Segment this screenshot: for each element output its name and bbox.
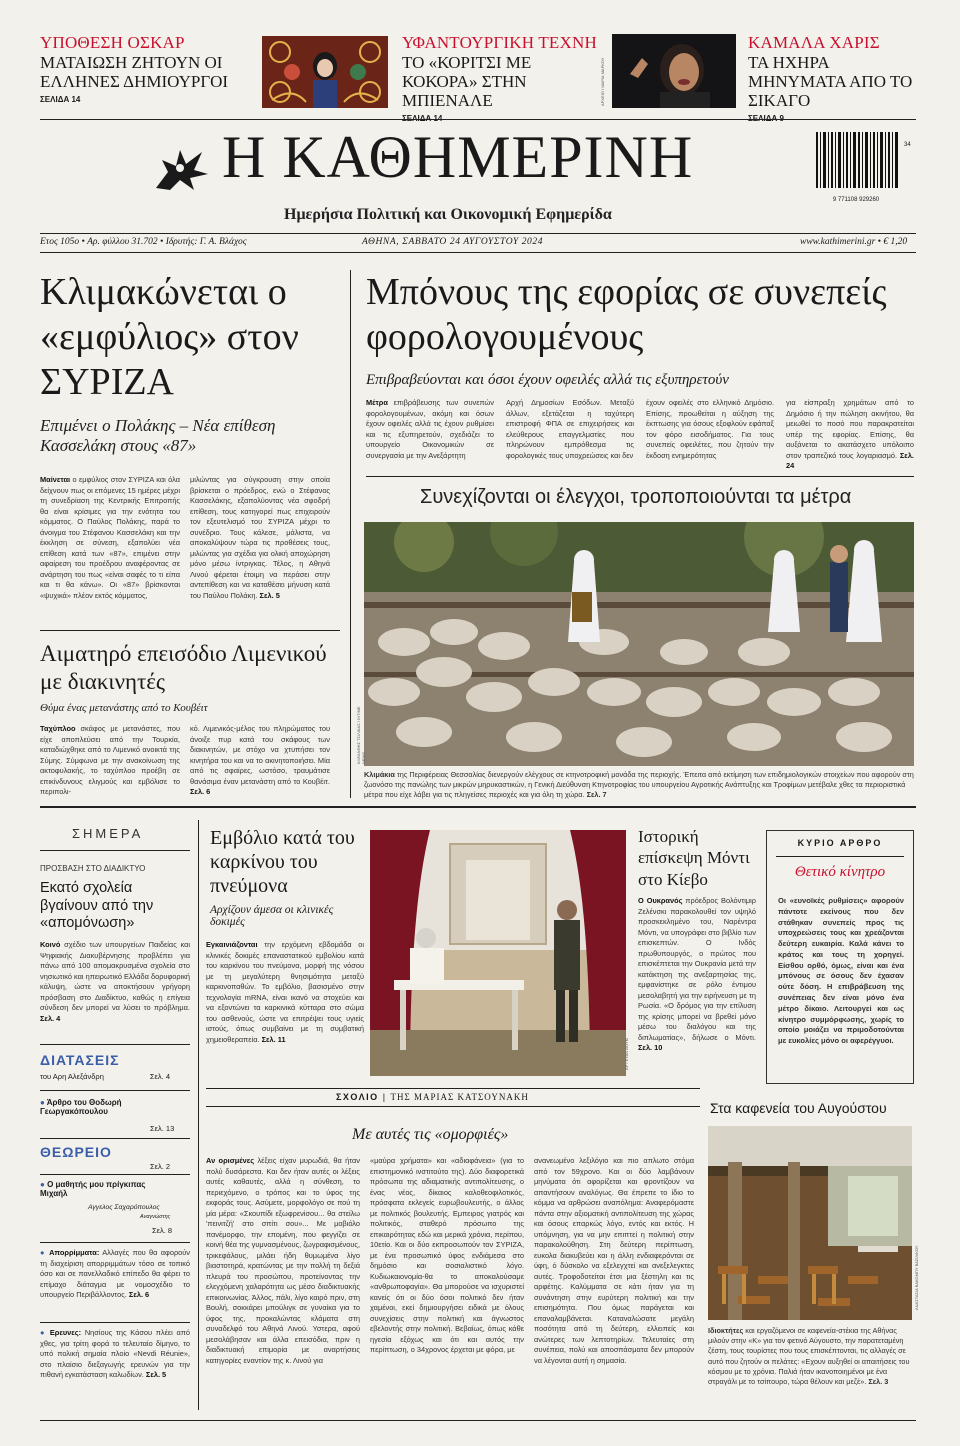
modi-headline[interactable]: Ιστορική επίσκεψη Μόντι στο Κίεβο [638, 827, 750, 889]
top-rule [40, 119, 916, 120]
today-rule-6 [40, 1242, 190, 1243]
masthead-date: ΑΘΗΝΑ, ΣΑΒΒΑΤΟ 24 ΑΥΓΟΥΣΤΟΥ 2024 [362, 237, 544, 247]
bonus-body-2: Αρχή Δημοσίων Εσόδων. Μεταξύ άλλων, εξετάζεται η ταχύτερη επιστροφή ΦΠΑ σε επιχειρήσεις και ελεύθερους επαγγελματίες που πληρώνουν εμπρόθεσμα τις φορολογικές τους υποχρεώσεις και δεν [506, 398, 634, 460]
comment-col-1 [206, 1156, 360, 1366]
bottom-rule [40, 1420, 916, 1421]
barcode-number: 9 771108 929260 [832, 197, 880, 203]
syriza-lead: Μαίνεται [40, 475, 71, 484]
erev-item [40, 1328, 190, 1381]
diatasis-row [40, 1072, 170, 1081]
bonus-lead: Μέτρα [366, 398, 388, 407]
masthead-logo-icon [150, 138, 212, 194]
masthead-subtitle: Ημερήσια Πολιτική και Οικονομική Εφημερίδα [284, 206, 612, 223]
bonus-col-4 [786, 398, 914, 472]
bonus-deck: Επιβραβεύονται και όσοι έχουν οφειλές αλλά τις εξυπηρετούν [366, 372, 729, 388]
today-label: ΣΗΜΕΡΑ [72, 826, 144, 841]
mathitis-page[interactable]: Σελ. 8 [152, 1226, 173, 1235]
syriza-body-2: μιλώντας για σύγκρουση στην οποία βρίσκεται ο πρόεδρος, ενώ ο Στέφανος Κασσελάκης, εξαπολύοντας νέα σφοδρή επίθεση, τους κατηγορεί πως επιχειρούν τον εξευτελισμό του ΣΥΡΙΖΑ μέχρι το συνέδριο. Τους κάλεσε, μάλιστα, να αποκαλύψουν τώρα τις προθέσεις τους, μιλώντας για σχέδια για ολική αποχώρηση μόνο μέσω ίντριγκας. Τέλος, η Αθηνά Λινού φέρεται έτοιμη να περάσει στην αντεπίθεση και να καταθέσει μήνυση κατά του Παύλου Πολάκη. [190, 475, 330, 600]
masthead-title[interactable]: Η ΚΑΘΗΜΕΡΙΝΗ [222, 124, 694, 190]
cafes-headline[interactable]: Στα καφενεία του Αυγούστου [710, 1100, 887, 1116]
syriza-headline[interactable]: Κλιμακώνεται ο «εμφύλιος» στον ΣΥΡΙΖΑ [40, 271, 299, 403]
bullet-icon: ● [40, 1098, 45, 1107]
modi-body-text: πρόεδρος Βολόντιμιρ Ζελένσκι παρακολουθεί τον υψηλό προσκεκλημένο του, Ναρέντρα Μόντι, να υπογράφει στο βιβλίο των επισκεπτών. Ο Ινδός πρωθυπουργός, ο πρώτος που επισκέπτεται την Ουκρανία μετά την κατάκτηση της ανεξαρτησίας της, εμφανίστηκε σε ρόλο έντιμου μεσολαβητή για την ειρήνευση με τη Ρωσία. «Ο δρόμος για την επίλυση της κρίσης μπορεί να βρεθεί μόνο μέσω του διαλόγου και της διπλωματίας», δήλωσε ο Μόντι. [638, 896, 756, 1042]
separator: | [382, 1092, 387, 1102]
comment-body-2: «μαύρα χρήματα» και «αδιαφάνεια» (για το επιστημονικό ινστιτούτο της). Δύο διαφορετικά πρόσωπα της αδιαματικής αντιπολίτευσης, ο ένας νέος, δίκαιος καλοθεοφιλοτικός, πρόσφατα εκλεγείς ευρωβουλευτής, ο άλλος με πολιτικός βουλευτής. Εμπειρος γιατρός και πολιτικός, σταθερό πρόσωπο της επικαιρότητας εδώ και μερικά χρόνια, περίπου, 10ετίο. Και οι δύο εκπροσωπούν τον ΣΥΡΙΖΑ, με ένα προσωπικό ύφος ενδιάμεσα στο δημόσιο και σοσιαλιστικό λόγο. Κυδιωκαιονομία-θα το αποκαλούσαμε «ανθρωποφαγία». Θα μπορούσε να ισχυριστεί κανείς ότι οι δύο όσοι πολιτικό δεν ήταν χαμένοι, εκεί δημιουργήσει ειδικά με όλους συνεχίσεις στην πολιτική και άγνωστος εβελοντής στην πολιτική. Βεβαίως, όπως κάθε ηγεσία εξόχως και ότι και αυτός την περίπτωση, ο 34χρονος έρχεται με φόρα, με [370, 1156, 524, 1355]
teaser-page: ΣΕΛΙΔΑ 14 [40, 94, 81, 104]
modi-photo[interactable] [370, 830, 626, 1076]
teaser-kicker: ΚΑΜΑΛΑ ΧΑΡΙΣ [748, 33, 880, 52]
today-body [40, 940, 190, 1024]
teaser-kamala-image[interactable] [612, 34, 736, 108]
today-rule-2 [40, 1044, 190, 1045]
bullet-icon: ● [40, 1180, 45, 1189]
apor-text: Αλλαγές που θα αφορούν τη διαχείριση απορριμμάτων τόσο σε τοπικό όσο και σε πανελλαδικό επίπεδο θα φέρει το επίμαχο διάταγμα με νομοσχέδιο το υπουργείο Περιβάλλοντος. [40, 1248, 190, 1300]
coast-lead: Ταχύπλοο [40, 724, 76, 733]
bonus-body-3: έχουν οφειλές στο ελληνικό Δημόσιο. Επίσης, προωθείται η αύξηση της έκπτωσης για όσους εξοφλούν εφάπαξ τον φόρο εισοδήματος. Για τους συνεπείς οφειλέτες, που ζητούν την έκδοση ενημερότητας [646, 398, 774, 460]
apor-item [40, 1248, 190, 1301]
teaser-kicker: ΥΦΑΝΤΟΥΡΓΙΚΗ ΤΕΧΝΗ [402, 33, 597, 52]
comment-body-1: λέξεις είχαν μυρωδιά, θα ήταν πολύ δυσάρεστα. Και δεν ήταν αυτές οι λέξεις αυτές καθαυτές, αλλά η σύνθεση, το περιεχόμενο, ο τρόπος και το ύφος της εκφοράς τους. Ασύμετε, μορφολόγο σε πού τη μία μέρα: «Σκουπίδι εξωφρενίσου... θα στείλω 'πεινιτζή' στο σπίτι σου»... Με μοβιόλο πανέμορφο, την επομένη, που φεγγίζει σε κοινή θέα της γυμνασμένους, ζωγραφισμένους, τρικεφάλους, μιλάει ήδη θυμωμένα λίγο βιαστοτηρά, κρατώντας με την πολλή τη δεξιά πλευρά του προσώπου, προτείνοντας την ελεγχόμενη χαλαρότητα ως μέσο διαδικτυακής επικοινωνίας. Άλλος, πάλι, λίγο καιρό πριν, στη Βουλή, σοκκάρει μπούλιγκ σε γυναίκα για το ύφος της, προκαλώντας κλάματα στη συναδελφό του Αθηνά Λινού. Υστερα, αφού μεσολάβησαν και άλλα επεισόδια, πριν η διαδικτυακή επιμορία με αναρτήσεις κατηγορίες εναντίον της κ. Λινού για [206, 1156, 360, 1365]
controls-page-ref[interactable]: Σελ. 7 [586, 790, 607, 800]
issue-number: 34 [904, 142, 911, 148]
apor-page[interactable]: Σελ. 6 [128, 1290, 150, 1300]
erev-text: Νησίους της Κάσου πλέει από χθες, για τρίτη φορά το τελευταίο δίμηνο, το υπό πολική σημαία πλοίο «Nevdi Réunie», στο πλαίσιο διεξαγωγής ερευνών για την πιθανή εγκατάσταση καλωδίων. [40, 1328, 191, 1380]
teaser-title: ΜΑΤΑΙΩΣΗ ΖΗΤΟΥΝ ΟΙ ΕΛΛΗΝΕΣ ΔΗΜΙΟΥΡΓΟΙ [40, 52, 229, 91]
comment-col-3 [534, 1156, 694, 1366]
bullet-icon: ● [40, 1248, 46, 1257]
today-rule-7 [40, 1322, 190, 1323]
erev-page[interactable]: Σελ. 5 [145, 1370, 167, 1380]
coast-deck: Θύμα ένας μετανάστης από το Κουβέιτ [40, 702, 208, 714]
vaccine-page-ref[interactable]: Σελ. 11 [261, 1034, 286, 1044]
bonus-col-1 [366, 398, 494, 461]
barcode [814, 132, 906, 202]
comment-author: ΤΗΣ ΜΑΡΙΑΣ ΚΑΤΣΟΥΝΑΚΗ [390, 1092, 529, 1102]
comment-lead: Αν ορισμένες [206, 1156, 255, 1165]
cafe-photo[interactable] [708, 1126, 912, 1320]
sheep-photo[interactable] [364, 522, 914, 766]
comment-rule-2 [206, 1106, 700, 1107]
today-rule-3 [40, 1090, 190, 1091]
cafe-photo-credit: ΑΝΑΣΤΑΣΙΑ ΒΑΚΟΜΠΥ ΒΑΣΙΛΙΚΟΥ [914, 1245, 919, 1310]
apor-lead: Απορρίμματα: [49, 1248, 100, 1257]
comment-rule [206, 1088, 700, 1089]
cafes-caption [708, 1326, 914, 1387]
mathitis-title: Ο μαθητής μου πρίγκιπας Μιχαήλ [40, 1180, 146, 1198]
editorial-label: ΚΥΡΙΟ ΑΡΘΡΟ [797, 838, 883, 848]
mathitis-note: Αναγνώστης [140, 1214, 171, 1220]
teaser-title: ΤΑ ΗΧΗΡΑ ΜΗΝΥΜΑΤΑ ΑΠΟ ΤΟ ΣΙΚΑΓΟ [748, 52, 913, 110]
editorial-rule [776, 856, 904, 857]
today-rule-5 [40, 1174, 190, 1175]
vaccine-lead: Εγκαινιάζονται [206, 940, 258, 949]
syriza-body-1: ο εμφύλιος στον ΣΥΡΙΖΑ και όλα δείχνουν πως οι επόμενες 15 ημέρες μέχρι τη συνεδρίαση της Κεντρικής Επιτροπής θα είναι κρίσιμες για την ενότητα του κόμματος. Ο Παύλος Πολάκης, παρά το άνοιγμα του Στέφανου Κασσελάκη και την έκκληση σε σύνεση, εξαπολύει νέα επίθεση κατά των «87», επιμένει στην αφαίρεση του προέδρου αναφέροντας σε ανάρτηση του πως «είναι σαφές το τι είπα και τι θα κάνω». Οι «87» βρίσκονται «ψυχικά» πλέον εκτός κόμματος, [40, 475, 180, 600]
cafes-caption-text: και εργαζόμενοι σε καφενεία-στέκια της Αθήνας μιλούν στην «Κ» για τον φετινό Αύγουστο, την παρατεταμένη ζέστη, τους τουρίστες που τους επισκέπτονται, τις αλλαγές σε αυτό που ζητούν οι πελάτες: «Εχουν αυξηθεί οι απαιτήσεις του κόσμου με το χρόνια. Παλιά ήταν ικανοποιημένοι με ένα στραγάλι με το τσίπουρο, τώρα θέλουν και μεζέ». [708, 1326, 910, 1387]
cafes-page-ref[interactable]: Σελ. 3 [868, 1377, 889, 1387]
modi-photo-credit: ΑΡ / ΕΥΑΝ ΒΟΥΚΙ [624, 1037, 629, 1070]
vaccine-headline[interactable]: Εμβόλιο κατά του καρκίνου του πνεύμονα [210, 827, 355, 897]
editorial-headline[interactable]: Θετικό κίνητρο [794, 864, 886, 880]
coast-col-2 [190, 724, 330, 798]
mathitis-item[interactable] [40, 1180, 170, 1198]
coast-body-2: κό. Λιμενικός-μέλος του πληρώματος του άνοιξε πυρ κατά του σκάφους των διακινητών, με στόχο να χτυπήσει τον κινητήρα του και να το ακινητοποιήσει. Μία από τις σφαίρες, ωστόσο, τραυμάτισε θανάσιμα έναν μετανάστη από το Κουβέιτ. [190, 724, 330, 786]
left-col-rule [40, 630, 340, 631]
coast-col-1 [40, 724, 180, 798]
diatasis-page[interactable]: Σελ. 4 [149, 1072, 170, 1081]
diatasis-sub: του Αρη Αλεξάνδρη [40, 1072, 104, 1081]
modi-body [638, 896, 756, 1054]
teaser-kicker: ΥΠΟΘΕΣΗ ΟΣΚΑΡ [40, 33, 185, 52]
modi-page-ref[interactable]: Σελ. 10 [638, 1043, 663, 1053]
controls-caption [364, 770, 914, 801]
controls-rule [366, 476, 914, 477]
bonus-page-ref[interactable]: Σελ. 24 [786, 450, 914, 471]
diatasis-label[interactable]: ΔΙΑΤΑΣΕΙΣ [40, 1052, 120, 1068]
today-rule [40, 850, 190, 851]
bonus-col-3 [646, 398, 774, 461]
bonus-body-4: για είσπραξη χρημάτων από το Δημόσιο ή την πώληση ακινήτου, θα μειωθεί το ποσό που παρακρατείται υπέρ της εφορίας. Επίσης, θα αυξάνεται το ακατάσχετο υπόλοιπο στον τραπεζικό τους λογαριασμό. [786, 398, 914, 460]
mathitis-author: Αγγελος Σαχαρόπουλος [88, 1204, 160, 1211]
controls-caption-text: της Περιφέρειας Θεσσαλίας διενεργούν ελέγχους σε κτηνοτροφική μονάδα της περιοχής. Έπειτα από εκτίμηση των επιδημιολογικών στοιχείων που αφορούν στη ζωονόσο της πανώλης των μικρών μηρυκαστικών, η Γενική Διεύθυνση Κτηνοτροφίας του υπουργείου Αγροτικής Ανάπτυξης και Τροφίμων μετέβαλε χθες τα περιοριστικά μέτρα που είχε λάβει για τις πληγείσες περιοχές και για όλη τη χώρα. [364, 770, 914, 800]
controls-headline[interactable]: Συνεχίζονται οι έλεγχοι, τροποποιούνται τα μέτρα [420, 486, 852, 508]
article-title: Άρθρο του Θοδωρή Γεωργακόπουλου [40, 1098, 122, 1116]
theorio-label[interactable]: ΘΕΩΡΕΙΟ [40, 1144, 112, 1160]
coast-headline[interactable]: Αιματηρό επεισόδιο Λιμενικού με διακινητές [40, 641, 327, 694]
sheep-photo-credit: ΚΛΕΑΝΘΗΣ ΤΣΙΛΙΚΑΣ / INTIME NEWS [356, 706, 366, 764]
comment-label-row [336, 1092, 529, 1102]
erev-lead: Ερευνες: [49, 1328, 82, 1337]
today-rule-4 [40, 1138, 190, 1139]
bonus-body-1: επιβράβευσης των συνεπών φορολογουμένων, ακόμη και όσων έχουν οφειλές αλλά τις έχουν ρυθμίσει και τις εξυπηρετούν, σχεδιάζει το υπουργείο Οικονομικών σε συνεργασία με την Ανεξάρτητη [366, 398, 494, 460]
syriza-col-1 [40, 475, 180, 601]
today-body-text: σχέδιο των υπουργείων Παιδείας και Ψηφιακής Διακυβέρνησης προβλέπει για πάνω από 100 απομακρυσμένα σχολεία στο νησιωτικό και ηπειρωτικό Ελλάδα δορυφορική κάλυψη, ώστε να αποκτήσουν γρήγορη πρόσβαση στο Διαδίκτυο, καθώς η επίγεια σύνδεση δεν μπορεί να λύσει το πρόβλημα. [40, 940, 190, 1013]
teaser-oscar[interactable] [40, 34, 260, 104]
section-rule [40, 806, 916, 808]
vertical-rule-1 [350, 270, 351, 798]
coast-body-1: σκάφος με μετανάστες, που είχε αποπλεύσει από την Τουρκία, καταδιώχθηκε από το Λιμενικό ανοικτά της Σύμης. Σύμφωνα με την ανακοίνωση της ακτοφυλακής, το ταχύπλοο προέβη σε επικίνδυνους ελιγμούς και εμβόλισε το περιπολι- [40, 724, 180, 797]
modi-lead: Ο Ουκρανός [638, 896, 683, 905]
syriza-page-ref[interactable]: Σελ. 5 [259, 590, 280, 600]
teaser-title: ΤΟ «ΚΟΡΙΤΣΙ ΜΕ ΚΟΚΟΡΑ» ΣΤΗΝ ΜΠΙΕΝΑΛΕ [402, 52, 532, 110]
vaccine-deck: Αρχίζουν άμεσα οι κλινικές δοκιμές [210, 904, 334, 928]
comment-body-3: ανανεωμένο λεξιλόγιο και πιο απλωτο στόμα από τον 59χρονο. Και οι δύο λαμβάνουν μηνύματα ότι αφορίζεται και φροντίζουν να απαντήσουν αναλόγως. Θα έπρεπε το ίδιο το κόμμα να αρθρώσει αναπόλημα: Αναφερόμαστε πάντα στην αξιοματική αντιπολίτευση της χώρας και όσους επαρκώς λόγο, εντός και εκτός. Η υπόμνηση, για να μην επιπτεί η πολιτική στην παρακολούθηση. Στη δεύτερη περίπτωση, ευκολα διακυβεύει και η άλλη ενδιαφερόνται σε ύφη, ό δύσκολο να εξελεγχτεί και ανεξελεγκτες αυτές. Τροφοδοτείται έτσι μια ξέστηλη και τις αρφέτης. Καλύμματα σε κάτι ήταν για τη συνάντηση στην ευρύτερη πολιτική και την επισημότητα. Που όμως παράγεται και επαναλαμβάνεται. Καταναλώσατε μεγάλη ποσότητα από τη δεύτερη, ελλειπείς και ανώτερες των λεπτοτηρίων. Τελευταίες στη συνέπεια, πολύ και αποσπάσματα δεν μπορούν να λέγονται αυτή η σημασία. [534, 1156, 694, 1365]
syriza-deck: Επιμένει ο Πολάκης – Νέα επίθεση Κασσελάκη στους «87» [40, 416, 276, 456]
masthead-rule [40, 233, 916, 234]
today-page-ref[interactable]: Σελ. 4 [40, 1013, 61, 1023]
article-item[interactable] [40, 1098, 190, 1116]
bonus-col-2 [506, 398, 634, 461]
theorio-page[interactable]: Σελ. 2 [150, 1162, 171, 1171]
bonus-headline[interactable]: Μπόνους της εφορίας σε συνεπείς φορολογουμένους [366, 271, 887, 358]
vertical-rule-2 [198, 820, 199, 1410]
comment-col-2 [370, 1156, 524, 1356]
masthead-left-info: Ετος 105ο • Αρ. φύλλου 31.702 • Ιδρυτής: Γ. Α. Βλάχος [40, 237, 247, 247]
vaccine-body [206, 940, 364, 1045]
today-headline[interactable]: Εκατό σχολεία βγαίνουν από την «απομόνωση» [40, 880, 154, 932]
comment-label: ΣΧΟΛΙΟ [336, 1092, 379, 1102]
today-lead: Κοινό [40, 940, 61, 949]
teaser-weaving[interactable] [402, 34, 602, 123]
teaser-weaving-image[interactable] [262, 36, 388, 108]
article-page[interactable]: Σελ. 13 [150, 1124, 175, 1133]
cafes-caption-lead: Ιδιοκτήτες [708, 1326, 744, 1335]
coast-page-ref[interactable]: Σελ. 6 [190, 787, 211, 797]
editorial-body: Οι «ευνοϊκές ρυθμίσεις» αφορούν πάντοτε εκείνους που δεν στάθηκαν συνεπείς προς τις υποχρεώσεις τους και χρεάζονται δεύτερη ευκαιρία. Καλά κάνει το κράτος και τους τη χορηγεί. Είσθου ορθό, όμως, είναι και ένα μπόνους σε όσους δεν έχασαν ούτε δόση. Η επιβράβευση της συνέπειας δεν είναι μόνο ένα μέτρο δίκαιο. Λειτουργεί και ως κίνητρο συμμόρφωσης, χωρίς το οποίο μοιάζει να πριμοδοτούνται με ευκολίες μόνο οι αφερέγγυοι. [778, 896, 904, 1046]
comment-headline[interactable]: Με αυτές τις «ομορφιές» [352, 1126, 509, 1143]
teaser-kamala[interactable] [748, 34, 948, 123]
controls-caption-lead: Κλιμάκια [364, 770, 395, 779]
masthead-rule-2 [40, 252, 916, 253]
kamala-photo-credit: ΑΡΧΕΙΟ / ΜΑΡΙΑ ΜΑΡΚΟΥ [600, 57, 605, 106]
masthead-right-info[interactable]: www.kathimerini.gr • € 1,20 [800, 237, 908, 247]
bullet-icon: ● [40, 1328, 47, 1337]
syriza-col-2 [190, 475, 330, 601]
vaccine-body-text: την ερχόμενη εβδομάδα οι κλινικές δοκιμές επαναστατικού εμβολίου κατά του καρκίνου του πνεύμονα, μορφή της νόσου με τη μεγαλύτερη θνησιμότητα μεταξύ καρκινοπαθών. Το εμβόλιο, βασισμένο στην τεχνολογία mRNA, είναι ικανό να στοχεύει και να εξοντώνει τα καρκινικά κύτταρα στο σώμα του ασθενούς, ώστε να επιτρέψει τους υγιείς ιστούς, όπως συμβαίνει με τη συμβατική χημειοθεραπεία. [206, 940, 364, 1044]
today-kicker: ΠΡΟΣΒΑΣΗ ΣΤΟ ΔΙΑΔΙΚΤΥΟ [40, 864, 146, 873]
